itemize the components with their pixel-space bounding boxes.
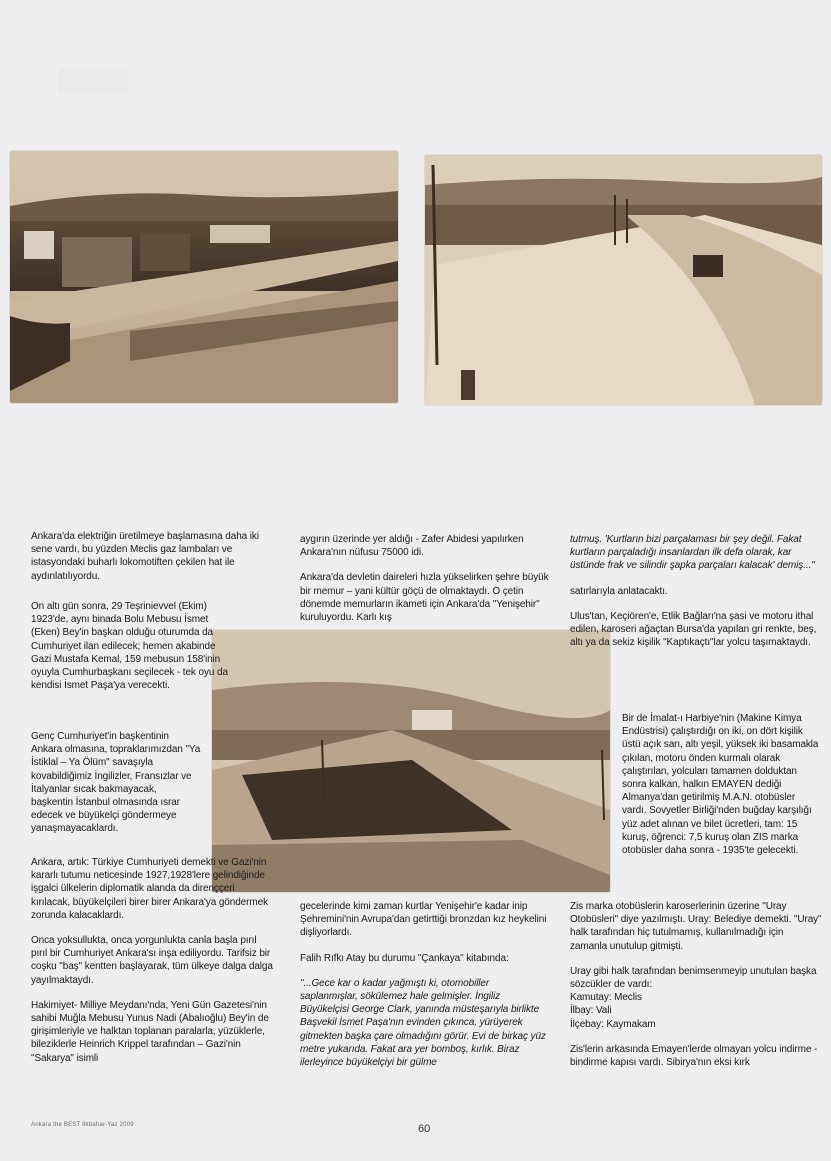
paragraph: satırlarıyla anlatacaktı. [570,585,668,597]
photo-boulevard-image [212,630,610,892]
paragraph: Onca yoksullukta, onca yorgunlukta canla başla pırıl pırıl bir Cumhuriyet Ankara'sı inşa ediliyordu. Tarifsiz bir coşku "baş" kentten başlayarak, tüm ülkeye dalga dalga yayılmaktaydı. [31,935,273,986]
photo-boulevard [212,630,610,892]
list-intro: Uray gibi halk tarafından benimsenmeyip unutulan başka sözcükler de vardı: [570,965,817,991]
paragraph: Hakimiyet- Milliye Meydanı'nda, Yeni Gün Gazetesi'nin sahibi Muğla Mebusu Yunus Nadi (Abalıoğlu) Bey'in de girişimleriyle ve halktan toplanan paralarla, yüzüklerle, bileziklerle Heinrich Krippel tarafından – Gazi'nin "Sakarya" isimli [31,999,269,1064]
paragraph: gecelerinde kimi zaman kurtlar Yenişehir'e kadar inip Şehremini'nin Avrupa'dan getirttiği bronzdan kız heykelini dişliyorlardı. [300,901,547,939]
quote: "...Gece kar o kadar yağmıştı ki, otomobiller saplanmışlar, sökülemez hale gelmişler. İngiliz Büyükelçisi George Clark, yanında müsteşarıyla birlikte Başvekil İsmet Paşa'nın evinden çıkınca, yürüyerek gitmekten başka çare olmadığını görür. Evi de birkaç yüz metre yukarıda. Fakat ara yer bomboş, kırlık. Biraz ilerleyince büyükelçiyi bir gülme [300,977,546,1069]
magazine-footer: Ankara the BEST İlkbahar-Yaz 2009 [31,1122,134,1128]
text-column-2 [300,533,552,636]
list-item: İlçebay: Kaymakam [570,1018,656,1030]
photo-dirt-road-image [425,155,822,405]
photo-railway-town [10,151,398,403]
word-list [570,965,822,1031]
list-item: İlbay: Vali [570,1005,612,1017]
text-column-3-c [570,900,822,1081]
text-column-1 [31,530,273,595]
paragraph: Ankara'da devletin daireleri hızla yükselirken şehre büyük bir memur – yani kültür göçü de olmaktaydı. O çetin dönemde memurların ikameti için Ankara'da "Yenişehir" kuruluyordu. Karlı kış [300,572,549,624]
text-column-3-b [622,712,822,869]
paragraph: Zis'lerin arkasında Emayen'lerde olmayan yolcu indirme - bindirme kapısı vardı. Sibirya'nın eksi kırk [570,1043,818,1069]
text-column-1-b [31,600,271,704]
photo-dirt-road [425,155,822,405]
paragraph: Falih Rıfkı Atay bu durumu "Çankaya" kitabında: [300,952,509,964]
quote: tutmuş. 'Kurtların bizi parçalaması bir şey değil. Fakat kurtların parçaladığı insanlardan ilk defa olarak, kar üstünde frak ve silindir şapka parçaları kalacak' demiş..." [570,534,815,572]
text-column-1-d [31,856,273,1077]
paragraph: Ankara'da elektriğin üretilmeye başlamasına daha iki sene vardı, bu yüzden Meclis gaz lambaları ve istasyondaki buharlı lokomotiften çekilen hat ile aydınlatılıyordu. [31,531,259,582]
list-item: Kamutay: Meclis [570,992,642,1004]
text-column-3 [570,533,822,661]
page-number: 60 [418,1123,431,1135]
faded-header-mark [58,68,128,94]
paragraph: Zis marka otobüslerin karoserlerinin üzerine "Uray Otobüsleri" diye yazılmıştı. Uray: Belediye demekti. "Uray" halk tarafından hiç tutulmamış, kullanılmadığı için zamanla unutulup gitmişti. [570,901,822,952]
text-column-1-c [31,730,201,848]
paragraph: Bir de İmalat-ı Harbiye'nin (Makine Kimya Endüstrisi) çalıştırdığı on iki, on dört kişilik üstü açık sarı, altı yeşil, yüksek iki basamakla çıkılan, motoru önden kurmalı olarak çalıştırılan, yolcuları tamamen dolduktan sonra kalkan, halkın EMAYEN dediği Almanya'dan getirilmiş M.A.N. otobüsler vardı. Sovyetler Birliği'nden buğday karşılığı yüz adet alınan ve bilet ücretleri, tam: 15 kuruş, öğrenci: 7,5 kuruş olan ZIS marka otobüsler daha sonra - 1935'te gelecekti. [622,713,819,857]
text-column-2-b [300,900,548,1081]
paragraph: Ankara, artık: Türkiye Cumhuriyeti demekti ve Gazi'nin kararlı tutumu neticesinde 1927,1928'lere gelindiğinde işgalci ülkelerin diplomatik alanda da direnççeri kırılacak, büyükelçileri birer birer Ankara'ya göndermek zorunda kalacaklardı. [31,857,268,921]
paragraph: Ulus'tan, Keçiören'e, Etlik Bağları'na şasi ve motoru ithal edilen, karoseri ağaçtan Bursa'da yapılan gri renkte, beş, altı ya da sekiz kişilik "Kaptıkaçtı"lar yolcu taşımaktaydı. [570,610,817,649]
photo-railway-town-image [10,151,398,403]
paragraph: aygırın üzerinde yer aldığı - Zafer Abidesi yapılırken Ankara'nın nüfusu 75000 idi. [300,534,524,559]
paragraph: Genç Cumhuriyet'in başkentinin Ankara olmasına, topraklarımızdan "Ya İstiklal – Ya Ölüm" savaşıyla kovabildiğimiz İngilizler, Fransızlar ve İtalyanlar sıcak bakmayacak, başkentin İstanbul olmasında ısrar edecek ve büyükelçi göndermeye yanaşmayacaklardı. [31,731,201,835]
paragraph: On altı gün sonra, 29 Teşrinievvel (Ekim) 1923'de, aynı binada Bolu Mebusu İsmet (Eken) Bey'in başkan olduğu oturumda da Cumhuriyet ilan edilecek; hemen akabinde Gazi Mustafa Kemal, 159 mebusun 158'inin oyuyla Cumhurbaşkanı seçilecek - tek oyu da kendisi İsmet Paşa'ya verecekti. [31,601,228,692]
